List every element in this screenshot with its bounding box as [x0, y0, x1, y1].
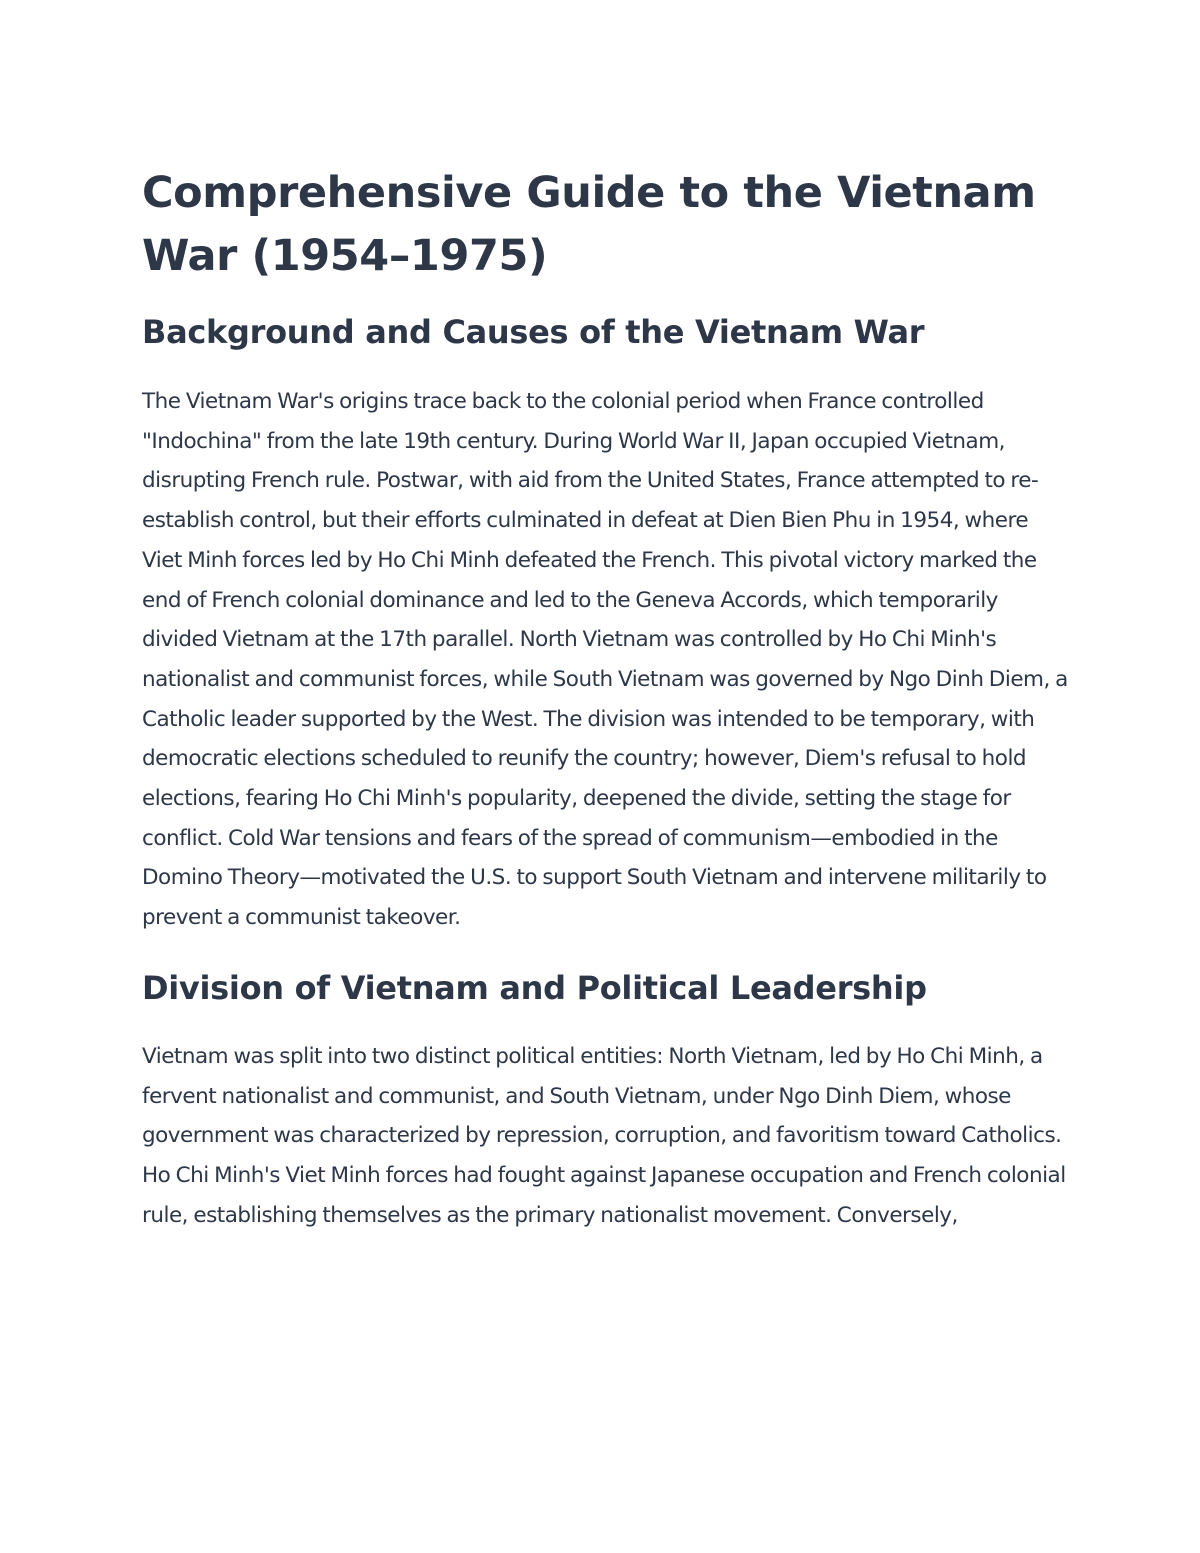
section-body-division: Vietnam was split into two distinct political entities: North Vietnam, led by Ho Chi Minh, a fervent nationalist and communist, and South Vietnam, under Ngo Dinh Diem, whose government was characterized by repression, corruption, and favoritism toward Catholics. Ho Chi Minh's Viet Minh forces had fought against Japanese occupation and French colonial rule, establishing themselves as the primary nationalist movement. Conversely,: [142, 1043, 1066, 1228]
document-title: Comprehensive Guide to the Vietnam War (1954–1975): [142, 168, 1036, 281]
section-heading-division: Division of Vietnam and Political Leadership: [142, 968, 927, 1007]
section-body-background: The Vietnam War's origins trace back to the colonial period when France controlled "Indochina" from the late 19th century. During World War II, Japan occupied Vietnam, disrupting French rule. Postwar, with aid from the United States, France attempted to re-establish control, but their efforts culminated in defeat at Dien Bien Phu in 1954, where Viet Minh forces led by Ho Chi Minh defeated the French. This pivotal victory marked the end of French colonial dominance and led to the Geneva Accords, which temporarily divided Vietnam at the 17th parallel. North Vietnam was controlled by Ho Chi Minh's nationalist and communist forces, while South Vietnam was governed by Ngo Dinh Diem, a Catholic leader supported by the West. The division was intended to be temporary, with democratic elections scheduled to reunify the country; however, Diem's refusal to hold elections, fearing Ho Chi Minh's popularity, deepened the divide, setting the stage for conflict. Cold War tensions and fears of the spread of communism—embodied in the Domino Theory—motivated the U.S. to support South Vietnam and intervene militarily to prevent a communist takeover.: [142, 389, 1068, 931]
section-heading-background: Background and Causes of the Vietnam War: [142, 313, 925, 351]
document-content: [142, 162, 1072, 1235]
